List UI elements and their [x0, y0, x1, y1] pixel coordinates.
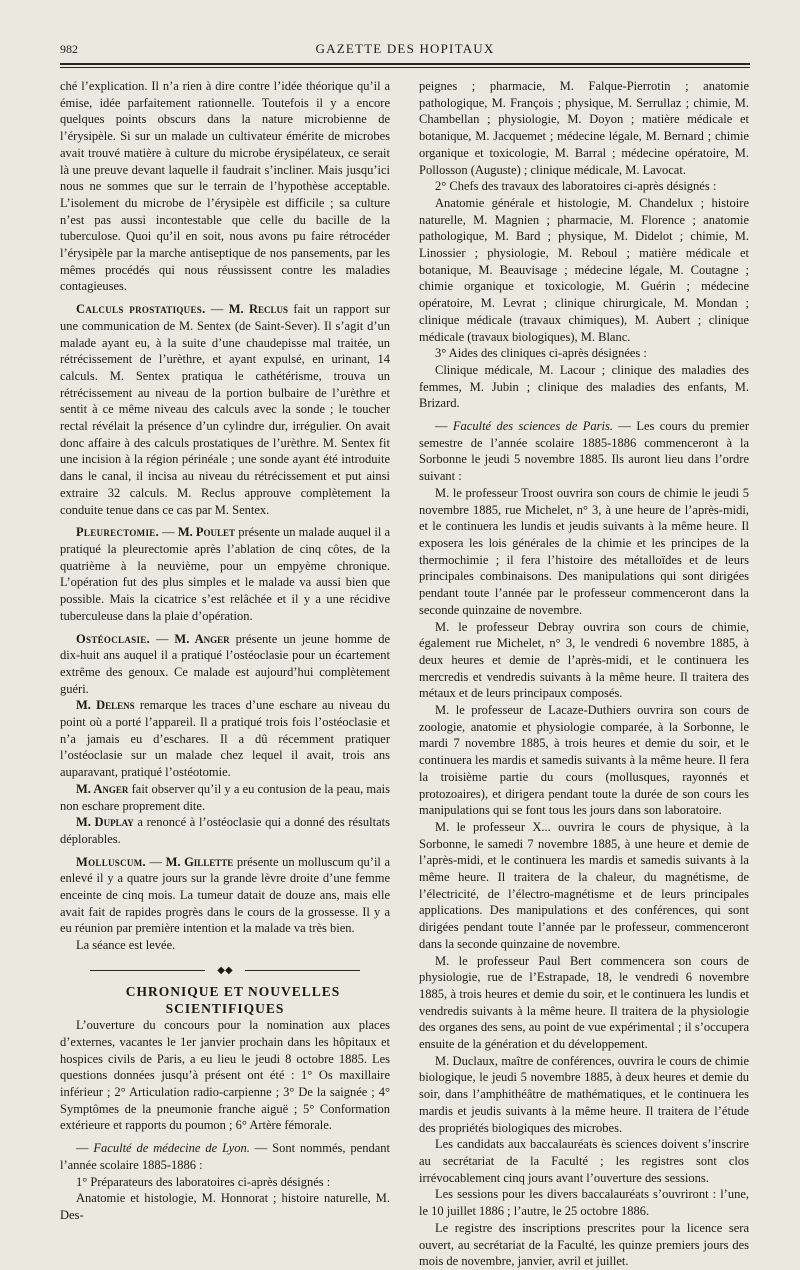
institution-name: Faculté des sciences de Paris. [452, 419, 614, 434]
paragraph-bert: M. le professeur Paul Bert commencera son cours de physiologie, rue de l’Estrapade, 18, le vendredi 6 novembre 1885, à trois heures et demie du soir, et le continuera les lundis et vendredis suivants à la même heure. Il traitera de la physiologie des organes des sens, au point de vue expérimental ; il s’occupera ensuite de la génération et du développement. [419, 953, 749, 1052]
seance-levee: La séance est levée. [76, 938, 176, 953]
paragraph-erysipele: ché l’explication. Il n’a rien à dire contre l’idée théorique qu’il a émise, idée parfaitement rationnelle. Toutefois il y a encore quelques points obscurs dans la nature microbienne de l’érysipèle. Si sur un malade un cultivateur émérite de microbes avait trouvé matière à culture du microbe érysipélateux, ce serait là une preuve devant laquelle il faudrait s’incliner. Mais jusqu’ici nous ne sommes que sur le terrain de l’hypothèse acceptable. L’isolement du microbe de l’érysipèle est difficile ; sa culture n’est pas aussi incontestable que celle du bacille de la tuberculose. Quoi qu’il en soit, nous avons pu faire rétrocéder l’érysipèle par la marche antiseptique de nos pansements, par les mêmes procédés qui nous réussissent contre les maladies contagieuses. [60, 79, 390, 294]
speaker-name: M. Gillette [165, 854, 234, 869]
list-heading: 1° Préparateurs des laboratoires ci-après désignés : [76, 1174, 331, 1189]
paragraph-text: présente un jeune homme de dix-huit ans auquel il a pratiqué l’ostéoclasie pour un écartement extrême des genoux. Ce malade est aujourd’hui complètement guéri. [60, 631, 390, 696]
section-lead-calculs: Calculs prostatiques. [76, 302, 206, 317]
paragraph-text: — Sont nommés, pendant l’année scolaire 1885-1886 : [60, 1141, 390, 1172]
speaker-name: M. Poulet [177, 525, 236, 540]
right-column [419, 78, 749, 1270]
speaker-name: M. Delens [76, 698, 135, 713]
paragraph-text: a renoncé à l’ostéoclasie qui a donné des résultats déplorables. [60, 815, 390, 846]
list-heading: 2° Chefs des travaux des laboratoires ci-après désignés : [435, 179, 717, 194]
paragraph-preparateurs-cont: peignes ; pharmacie, M. Falque-Pierrotin ; anatomie pathologique, M. François ; physique, M. Serrullaz ; chimie, M. Chambellan ; physiologie, M. Doyon ; matière médicale et botanique, M. Jacquemet ; médecine légale, M. Bernard ; chimie organique et toxicologie, M. Barral ; médecine opératoire, M. Pollosson (Auguste) ; clinique médicale, M. Lavocat. [419, 79, 749, 177]
section-lead-molluscum: Molluscum. [76, 854, 146, 869]
paragraph-anger-reply [60, 781, 390, 814]
paragraph-calculs: Calculs prostatiques. — M. Reclus fait un rapport sur une communication de M. Sentex (de Saint-Sever). Il s’agit d’un malade ayant eu, à la suite d’une chaudepisse mal traitée, un rétrécissement de l’urèthre, et ayant expulsé, en urinant, 14 calculs. M. Sentex pratiqua le cathétérisme, trouva un rétrécissement au niveau de la portion bulbaire de l’urèthre et sentit à ce même niveau des calculs avec la sonde ; le toucher rectal révélait la présence d’un cylindre dur, irrégulier. On avait donc affaire à des calculs prostatiques de l’urèthre. M. Sentex fit une incision à la région périnéale ; une sonde ayant été introduite dans le canal, il incisa au niveau du rétrécissement et put ainsi extraire 32 calculs. M. Reclus approuve complètement la conduite tenue dans ce cas par M. Sentex. [60, 302, 391, 517]
paragraph-debray: M. le professeur Debray ouvrira son cours de chimie, également rue Michelet, n° 3, le vendredi 6 novembre 1885, à deux heures et demie de l’après-midi, et le continuera les mercredis et vendredis suivants à la même heure. Il traitera des métaux et de leurs principaux composés. [419, 619, 749, 701]
separator-ornament: ◆◆ [205, 965, 245, 977]
paragraph-lyon: — Faculté de médecine de Lyon. — Sont nommés, pendant l’année scolaire 1885-1886 : [60, 1141, 390, 1172]
paragraph-candidats: Les candidats aux baccalauréats ès sciences doivent s’inscrire au secrétariat de la Faculté ; les registres sont clos irrévocablement cinq jours avant l’ouverture des sessions. [419, 1137, 749, 1185]
paragraph-delens [60, 697, 390, 781]
header-rule-thick [60, 63, 750, 65]
paragraph-molluscum: Molluscum. — M. Gillette présente un molluscum qu’il a enlevé il y a quatre jours sur la grande lèvre droite d’une femme enceinte de cinq mois. La tumeur datait de douze ans, mais elle avait fait de rapides progrès dans le cours de la grossesse. Il y a eu réunion par première intention et la malade va très bien. [60, 854, 390, 936]
paragraph-registre: Le registre des inscriptions prescrites pour la licence sera ouvert, au secrétariat de la Faculté, les quinze premiers jours des mois de novembre, janvier, avril et juillet. [419, 1220, 749, 1269]
page-header [60, 38, 750, 60]
speaker-name: M. Duplay [76, 815, 134, 830]
section-separator [60, 964, 390, 978]
paragraph-duplay [60, 814, 390, 847]
paragraph-text: fait un rapport sur une communication de M. Sentex (de Saint-Sever). Il s’agit d’un malade ayant eu, à la suite d’une chaudepisse mal traitée, un rétrécissement de l’urèthre, et ayant expulsé, en urinant, 14 calculs. M. Sentex pratiqua le cathétérisme, trouva un rétrécissement au niveau de la portion bulbaire de l’urèthre et sentit à ce même niveau des calculs avec la sonde ; le toucher rectal révélait la présence d’un cylindre dur, irrégulier. On avait donc affaire à des calculs prostatiques de l’urèthre. M. Sentex fit une incision à la région périnéale ; une sonde ayant été introduite dans le canal, il incisa au niveau du rétrécissement et put ainsi extraire 32 calculs. M. Reclus approuve complètement la conduite tenue dans ce cas par M. Sentex. [60, 302, 391, 517]
list-text: Anatomie générale et histologie, M. Chandelux ; histoire naturelle, M. Magnien ; pharmacie, M. Florence ; anatomie pathologique, M. Bard ; physique, M. Didelot ; chimie, M. Linossier ; physiologie, M. Reboul ; matière médicale et botanique, M. Beauvisage ; médecine légale, M. Coutagne ; chimie organique et toxicologie, M. Guérin ; médecine opératoire, M. Levrat ; clinique chirurgicale, M. Mondan ; clinique médicale (travaux chimiques), M. Aubert ; clinique médicale (travaux biologiques), M. Blanc. [419, 195, 749, 344]
header-rule-thin [60, 67, 750, 68]
paragraph-troost: M. le professeur Troost ouvrira son cours de chimie le jeudi 5 novembre 1885, rue Michelet, n° 3, à une heure de l’après-midi, et le continuera les lundis et jeudis suivants à la même heure. Il exposera les lois générales de la chimie et les principes de la thermochimie ; il fera l’histoire des métalloïdes et de leurs principales combinaisons. Des manipulations qui sont dirigées pendant toute l’année par le professeur commenceront dans la seconde quinzaine de novembre. [419, 485, 749, 617]
paragraph-faculte-paris: — Faculté des sciences de Paris. — Les cours du premier semestre de l’année scolaire 1885-1886 commenceront à la Sorbonne le jeudi 5 novembre 1885. Ils auront lieu dans l’ordre suivant : [419, 419, 750, 484]
paragraph-text: présente un molluscum qu’il a enlevé il y a quatre jours sur la grande lèvre droite d’une femme enceinte de cinq mois. La tumeur datait de douze ans, mais elle avait fait de rapides progrès dans le cours de la grossesse. Il y a eu réunion par première intention et la malade va très bien. [60, 854, 390, 936]
paragraph-osteoclasie: Ostéoclasie. — M. Anger présente un jeune homme de dix-huit ans auquel il a pratiqué l’ostéoclasie pour un écartement extrême des genoux. Ce malade est aujourd’hui complètement guéri. [60, 631, 390, 696]
paragraph-physique: M. le professeur X... ouvrira le cours de physique, à la Sorbonne, le samedi 7 novembre 1885, à une heure et demie de l’après-midi, et le continuera les mardis et samedis suivants à la même heure. Il traitera de la chaleur, du magnétisme, de l’électricité, de l’électro-magnétisme et de leurs principales applications. Des manipulations et des conférences, qui sont dirigées pendant toute l’année par le professeur, commenceront dans la seconde quinzaine de novembre. [419, 819, 749, 951]
list-heading: 3° Aides des cliniques ci-après désignées : [435, 346, 647, 361]
speaker-name: M. Anger [76, 781, 129, 796]
paragraph-sessions: Les sessions pour les divers baccalauréats s’ouvriront : l’une, le 10 juillet 1886 ; l’autre, le 25 octobre 1886. [419, 1187, 749, 1219]
institution-name: Faculté de médecine de Lyon. [93, 1141, 250, 1156]
paragraph-duclaux: M. Duclaux, maître de conférences, ouvrira le cours de chimie biologique, le jeudi 5 novembre 1885, à deux heures et demie du soir, dans l’amphithéâtre de mathématiques, et le continuera les mardis et jeudis suivants à la même heure. Il traitera de l’étude des propriétés biologiques des microbes. [419, 1053, 749, 1135]
left-column [60, 78, 390, 1224]
running-title: GAZETTE DES HOPITAUX [315, 41, 495, 56]
list-text: Anatomie et histologie, M. Honnorat ; histoire naturelle, M. Des- [60, 1191, 390, 1222]
paragraph-pleurectomie: Pleurectomie. — M. Poulet présente un malade auquel il a pratiqué la pleurectomie après l’ablation de cinq côtes, de la quatrième à la neuvième, pour un empyème chronique. L’opération fut des plus simples et le malade va aussi bien que possible. Mais la cicatrice s’est relâchée et il y a une récidive tuberculeuse dans la plaie d’opération. [60, 525, 390, 623]
speaker-name: M. Anger [174, 631, 230, 646]
paragraph-text: remarque les traces d’une eschare au niveau du point où a porté l’appareil. Il a pratiqué trois fois l’ostéoclasie et n’a jamais eu d’eschares. Il a dû récemment pratiquer l’ostéoclasie sur un malade chez lequel il avait, trois ans auparavant, pratiqué l’ostéotomie. [60, 698, 390, 780]
paragraph-lacaze: M. le professeur de Lacaze-Duthiers ouvrira son cours de zoologie, anatomie et physiologie comparée, à la Sorbonne, le mardi 7 novembre 1885, à trois heures et demie du soir, et le continuera les mardis et samedis suivants à la même heure. Il fera la troisième partie du cours (mollusques, rayonnés et protozoaires), et dirigera pendant toute la durée de son cours les manipulations qui se font tous les jours dans son laboratoire. [419, 703, 749, 818]
section-lead-osteoclasie: Ostéoclasie. [76, 631, 150, 646]
paragraph-text: — Les cours du premier semestre de l’année scolaire 1885-1886 commenceront à la Sorbonne le jeudi 5 novembre 1885. Ils auront lieu dans l’ordre suivant : [419, 419, 750, 484]
speaker-name: M. Reclus [228, 302, 289, 317]
page-number: 982 [60, 42, 78, 56]
list-text: Clinique médicale, M. Lacour ; clinique des maladies des femmes, M. Jubin ; clinique des maladies des enfants, M. Brizard. [419, 362, 749, 411]
paragraph-concours: L’ouverture du concours pour la nomination aux places d’externes, vacantes le 1er janvier prochain dans les hôpitaux et hospices civils de Paris, a eu lieu le jeudi 8 octobre 1885. Les questions données jusqu’à présent ont été : 1° Os maxillaire inférieur ; 2° Articulation radio-carpienne ; 3° De la saignée ; 4° Symptômes de la pneumonie franche aiguë ; 5° Conformation extérieure et rapports du poumon ; 6° Artère fémorale. [60, 1018, 390, 1133]
chronique-title: CHRONIQUE ET NOUVELLES SCIENTIFIQUES [125, 983, 341, 1016]
section-lead-pleurectomie: Pleurectomie. [76, 525, 160, 540]
paragraph-text: présente un malade auquel il a pratiqué la pleurectomie après l’ablation de cinq côtes, de la quatrième à la neuvième, pour un empyème chronique. L’opération fut des plus simples et le malade va aussi bien que possible. Mais la cicatrice s’est relâchée et il y a une récidive tuberculeuse dans la plaie d’opération. [60, 525, 390, 623]
paragraph-text: fait observer qu’il y a eu contusion de la peau, mais non eschare proprement dite. [60, 781, 390, 813]
